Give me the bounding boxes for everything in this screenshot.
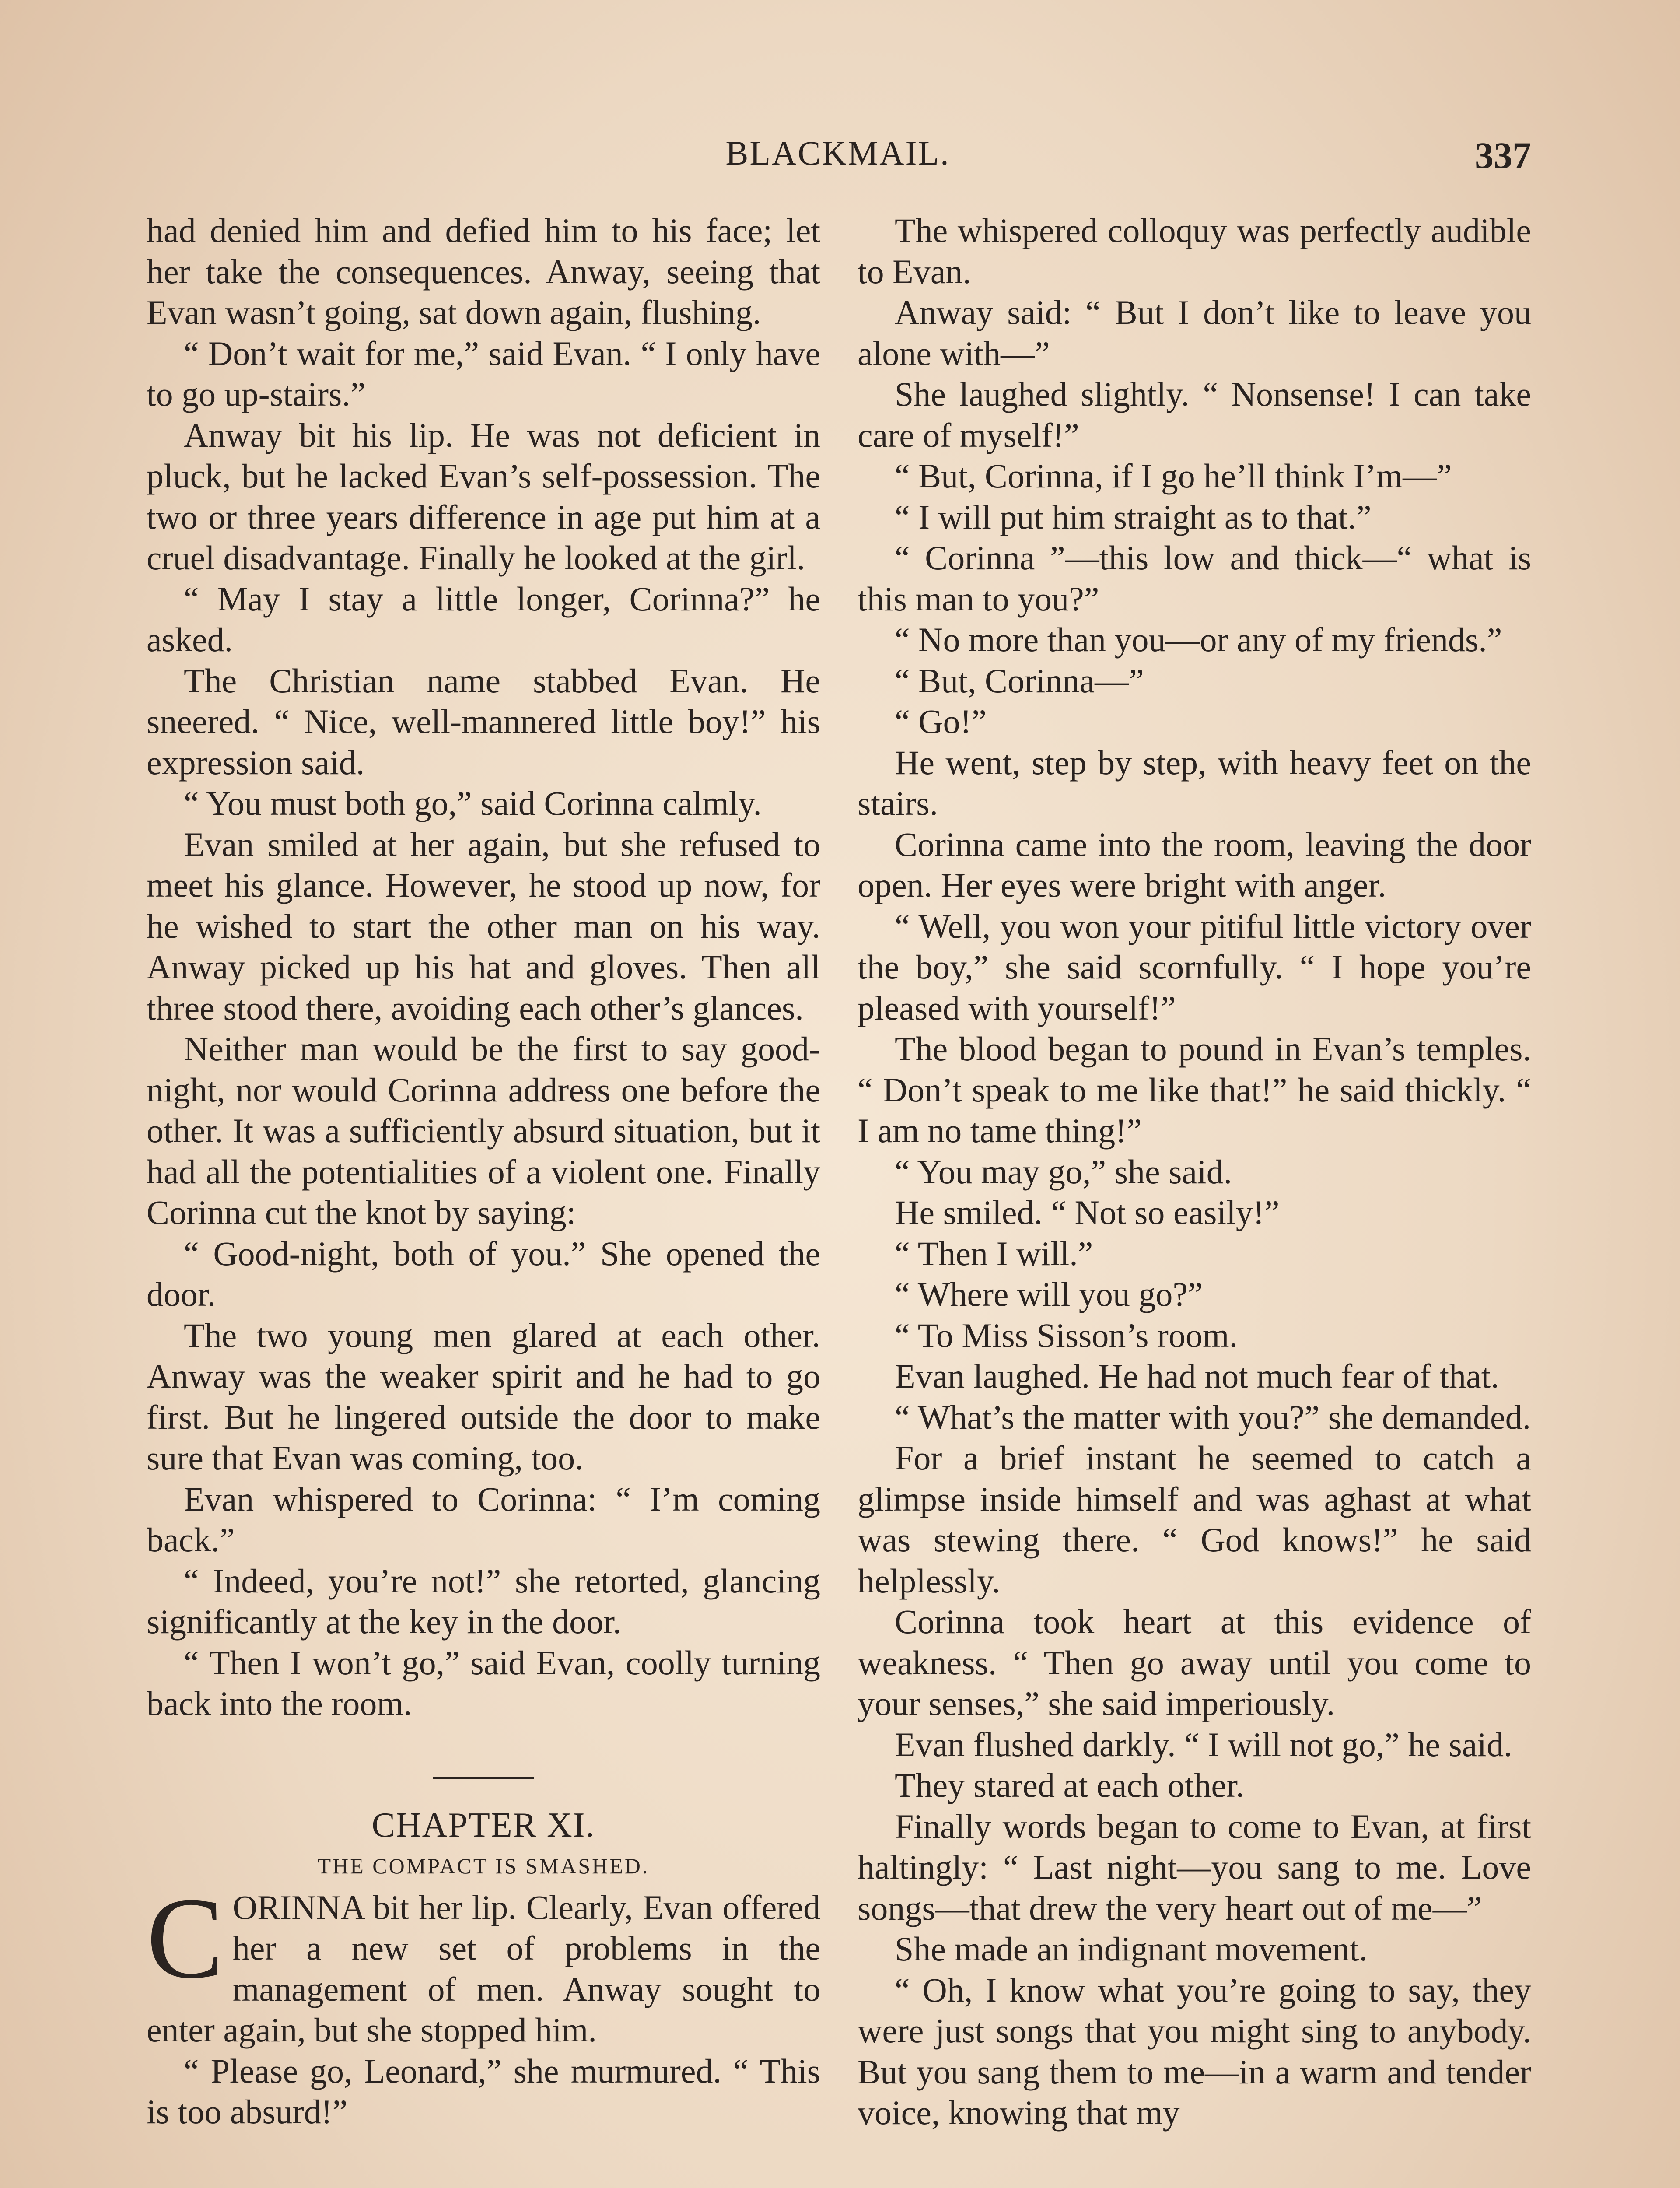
paragraph: “ Please go, Leonard,” she murmured. “ This is too absurd!” (147, 2051, 820, 2131)
paragraph: “ I will put him straight as to that.” (895, 498, 1372, 536)
paragraph: “ Well, you won your pitiful little victory over the boy,” she said scornfully. “ I hope you’re pleased with yourself!” (858, 907, 1531, 1027)
paragraph: “ Oh, I know what you’re going to say, they were just songs that you might sing to anybody. But you sang them to me—in a warm and tender voice, knowing that my (858, 1971, 1531, 2132)
paragraph: “ To Miss Sisson’s room. (895, 1316, 1238, 1354)
paragraph: Anway said: “ But I don’t like to leave you alone with—” (858, 293, 1531, 372)
chapter-opening-text: ORINNA bit her lip. Clearly, Evan offered her a new set of problems in the management of men. Anway sought to enter again, but she stopped him. (147, 1888, 820, 2049)
paragraph: Finally words began to come to Evan, at first haltingly: “ Last night—you sang to me. Love songs—that drew the very heart out of me—” (858, 1807, 1531, 1927)
paragraph: “ You may go,” she said. (895, 1152, 1232, 1191)
paragraph: “ Don’t wait for me,” said Evan. “ I only have to go up-stairs.” (147, 334, 820, 413)
paragraph: They stared at each other. (895, 1766, 1245, 1804)
paragraph: Corinna came into the room, leaving the door open. Her eyes were bright with anger. (858, 825, 1531, 904)
paragraph: Evan whispered to Corinna: “ I’m coming back.” (147, 1480, 820, 1559)
paragraph: “ Then I won’t go,” said Evan, coolly turning back into the room. (147, 1643, 820, 1722)
paragraph: Anway bit his lip. He was not deficient in pluck, but he lacked Evan’s self-possession. The two or three years difference in age put him at a cruel disadvantage. Finally he looked at the girl. (147, 416, 820, 577)
paragraph: Evan smiled at her again, but she refused to meet his glance. However, he stood up now, for he wished to start the other man on his way. Anway picked up his hat and gloves. Then all three stood there, avoiding each other’s glances. (147, 825, 820, 1027)
paragraph: “ No more than you—or any of my friends.” (895, 621, 1502, 659)
chapter-opening-paragraph (147, 1874, 820, 2051)
paragraph: The whispered colloquy was perfectly audible to Evan. (858, 211, 1531, 291)
running-head (144, 133, 1531, 182)
chapter-title: CHAPTER XI. (371, 1806, 595, 1844)
paragraph: “ You must both go,” said Corinna calmly. (184, 784, 762, 822)
paragraph: For a brief instant he seemed to catch a glimpse inside himself and was aghast at what was stewing there. “ God knows!” he said helplessly. (858, 1439, 1531, 1600)
paragraph: Neither man would be the first to say good-night, nor would Corinna address one before the other. It was a sufficiently absurd situation, but it had all the potentialities of a violent one. Finally Corinna cut the knot by saying: (147, 1030, 820, 1231)
page-number: 337 (1475, 134, 1531, 176)
paragraph: “ But, Corinna, if I go he’ll think I’m—” (895, 457, 1452, 495)
right-column (858, 210, 1531, 2133)
paragraph: She laughed slightly. “ Nonsense! I can take care of myself!” (858, 375, 1531, 454)
left-column (147, 210, 820, 2132)
paragraph: had denied him and defied him to his face; let her take the consequences. Anway, seeing that Evan wasn’t going, sat down again, flushing. (147, 211, 820, 331)
chapter-subtitle: THE COMPACT IS SMASHED. (317, 1854, 650, 1878)
paragraph: He smiled. “ Not so easily!” (895, 1193, 1280, 1231)
paragraph: The blood began to pound in Evan’s temples. “ Don’t speak to me like that!” he said thickly. “ I am no tame thing!” (858, 1030, 1531, 1150)
paragraph: “ What’s the matter with you?” she demanded. (895, 1398, 1531, 1436)
paragraph: “ Corinna ”—this low and thick—“ what is this man to you?” (858, 539, 1531, 618)
paragraph: “ Good-night, both of you.” She opened the door. (147, 1234, 820, 1313)
drop-cap: C (147, 1874, 224, 2002)
paragraph: Evan flushed darkly. “ I will not go,” he said. (895, 1725, 1512, 1764)
running-title: BLACKMAIL. (725, 134, 950, 172)
paragraph: She made an indignant movement. (895, 1930, 1368, 1968)
paragraph: “ Then I will.” (895, 1234, 1093, 1273)
paragraph: Evan laughed. He had not much fear of that. (895, 1357, 1499, 1395)
paragraph: “ But, Corinna—” (895, 661, 1144, 700)
paragraph: Corinna took heart at this evidence of weakness. “ Then go away until you come to your senses,” she said imperiously. (858, 1602, 1531, 1722)
paragraph: The Christian name stabbed Evan. He sneered. “ Nice, well-mannered little boy!” his expression said. (147, 661, 820, 782)
paragraph: “ Go!” (895, 702, 987, 740)
paragraph: “ May I stay a little longer, Corinna?” he asked. (147, 579, 820, 659)
section-divider (433, 1777, 534, 1779)
paragraph: “ Indeed, you’re not!” she retorted, glancing significantly at the key in the door. (147, 1561, 820, 1641)
paragraph: The two young men glared at each other. Anway was the weaker spirit and he had to go first. But he lingered outside the door to make sure that Evan was coming, too. (147, 1316, 820, 1477)
paragraph: “ Where will you go?” (895, 1275, 1203, 1313)
paragraph: He went, step by step, with heavy feet on the stairs. (858, 743, 1531, 822)
